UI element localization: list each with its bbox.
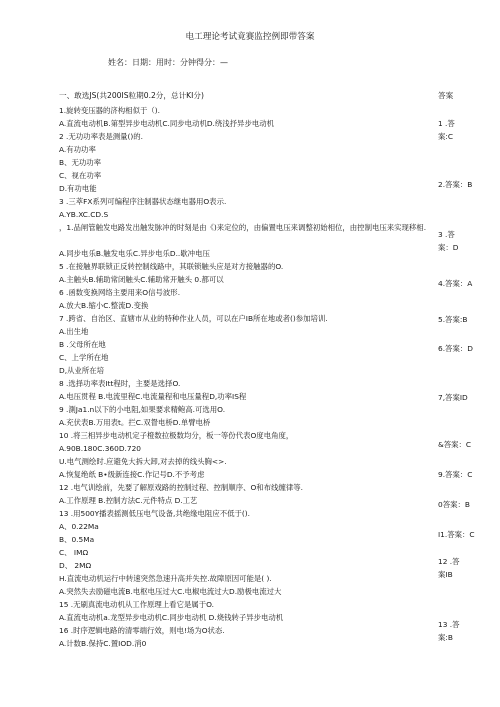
question-line: A.有功功率: [59, 145, 96, 154]
question-line: B、0.5Ma: [59, 535, 95, 544]
answer-line: 7,答案ID: [438, 393, 468, 402]
question-line: 5 .在接触界联锁正反转控制线路中，其联锁触头应是对方接触器的O.: [59, 262, 284, 271]
question-line: 15 .无刷真流电动机从工作原理上看它是属于O.: [59, 600, 215, 609]
question-line: H.直流电动机运行中转速突然急速升高并失控.故障原因可能是( ).: [59, 574, 272, 583]
question-line: ，1.品闸管触发电路发出触发脉冲的时刻是由《)来定位的，由偏置电压来调整初始相位，由控制电压来实现移相.: [59, 223, 427, 232]
question-line: A.工作原理 B.控制方法C.元件特点 D.工艺: [59, 496, 198, 505]
question-line: A.90B.180C.360D.720: [59, 444, 141, 453]
answer-line: 0答案：B: [438, 500, 470, 509]
question-line: 12 .电气训绘前，先要了解原戏路的控制过程、控制顺序、O和布线缠律等.: [59, 483, 303, 492]
question-line: A.出生地: [59, 327, 89, 336]
answer-line: 案:C: [438, 132, 454, 141]
page-title: 电工理论考试竟赛监控例即带答案: [185, 32, 315, 42]
answer-line: 9.答案：C: [438, 470, 473, 479]
question-line: 9 .測Ja1.n以下的小电阻,如果要求精鲍高.可选用O.: [59, 405, 226, 414]
exam-meta-line: 姓名：日期：用时：分钟得分：—: [108, 58, 228, 67]
question-line: A.直流电动机a.龙型异步电动机C.同步电动机 D.烧钱转子异步电动机: [59, 613, 284, 622]
question-line: A、0.22Ma: [59, 522, 99, 531]
answer-line: I1.答案：C: [438, 530, 475, 539]
question-line: 8 .选择功率表Itt程时，主要是选择O.: [59, 379, 181, 388]
question-line: A.恢复绝纸 B•级新连接C.作记号D.不予考虑: [59, 470, 205, 479]
answer-column-heading: 答案: [438, 91, 454, 100]
question-line: A.放大B.缩小C.整流D.变换: [59, 301, 149, 310]
answer-line: &答案：C: [438, 440, 472, 449]
question-line: 6 .函数变换网络主要用来O信号波形.: [59, 288, 181, 297]
question-line: A.充伏表B.万用表t。拦C.双眢电桥D.单臂电桥: [59, 418, 211, 427]
answer-line: 案:B: [438, 633, 453, 642]
question-line: C、上学所在地: [59, 353, 109, 362]
question-line: C、 IMΩ: [59, 548, 89, 557]
question-line: 2 .无功功率表是测量()的.: [59, 132, 144, 141]
question-line: 1.旋转变压器的济构相似于（).: [59, 106, 160, 115]
question-line: 16 .时序逻辑电路的清零端行效，则电!场为O状态.: [59, 626, 225, 635]
answer-line: 5.答案:B: [438, 315, 468, 324]
answer-line: 案IB: [438, 570, 453, 579]
question-line: A.直流电动机B.第型异步电动机C.同步电动机D.绕浅抒异步电动机: [59, 119, 275, 128]
question-line: A.YB.XC.CD.S: [59, 210, 109, 219]
question-line: A.突然失去励磁电流B.电枢电压过大C.电椒电流过大D.励极电流过大: [59, 587, 282, 596]
question-line: 7 .跨省、自治区、直辖市从业的特种作业人员，可以在户IB所在地或者()参加培训.: [59, 314, 328, 323]
answer-line: 6.答案：D: [438, 344, 473, 353]
question-line: 10 .将三相异步电动机定子橙数拉极数均分，板一等份代表O度电角度，: [59, 431, 294, 440]
question-line: C、视在功率: [59, 171, 102, 180]
question-line: B、无功功率: [59, 158, 102, 167]
answer-line: 案：D: [438, 243, 459, 252]
answer-line: 12 .答: [438, 557, 460, 566]
question-line: D.有功电能: [59, 184, 97, 193]
answer-line: 3 .答: [438, 230, 455, 239]
question-line: 13 .用500Y播表摇测低压电气设备,共绝缘电阻应不低于().: [59, 509, 251, 518]
section-heading: 一、敢选JS(共200IS粒期0.2分，总计KI分): [59, 91, 204, 100]
question-line: U.电气测绘时.应避免大拆大卸,对去掉的线头胸<>.: [59, 457, 227, 466]
answer-line: 1 .答: [438, 119, 455, 128]
question-line: D,从业所在培: [59, 366, 104, 375]
answer-line: 13 .答: [438, 620, 460, 629]
answer-line: 4.答案：A: [438, 279, 473, 288]
answer-line: 2.答案：B: [438, 180, 473, 189]
question-line: A.主触头B.辅助常闭触头C.辅助常开触头 0.都可以: [59, 275, 224, 284]
question-line: B .父母所在地: [59, 340, 106, 349]
question-line: A.同步电乐B.触发电乐C.异步电乐D..歇冲电压: [59, 249, 210, 258]
question-line: D、 2MΩ: [59, 561, 92, 570]
question-line: A.电压贯程 B.电流里程C.电流量程和电压量程D,功率IS程: [59, 392, 247, 401]
question-line: 3 .三萃FX系列可编程序注制器状态继电器用O表示.: [59, 197, 227, 206]
question-line: A.计数B.保持C.置IOD.消0: [59, 639, 147, 648]
